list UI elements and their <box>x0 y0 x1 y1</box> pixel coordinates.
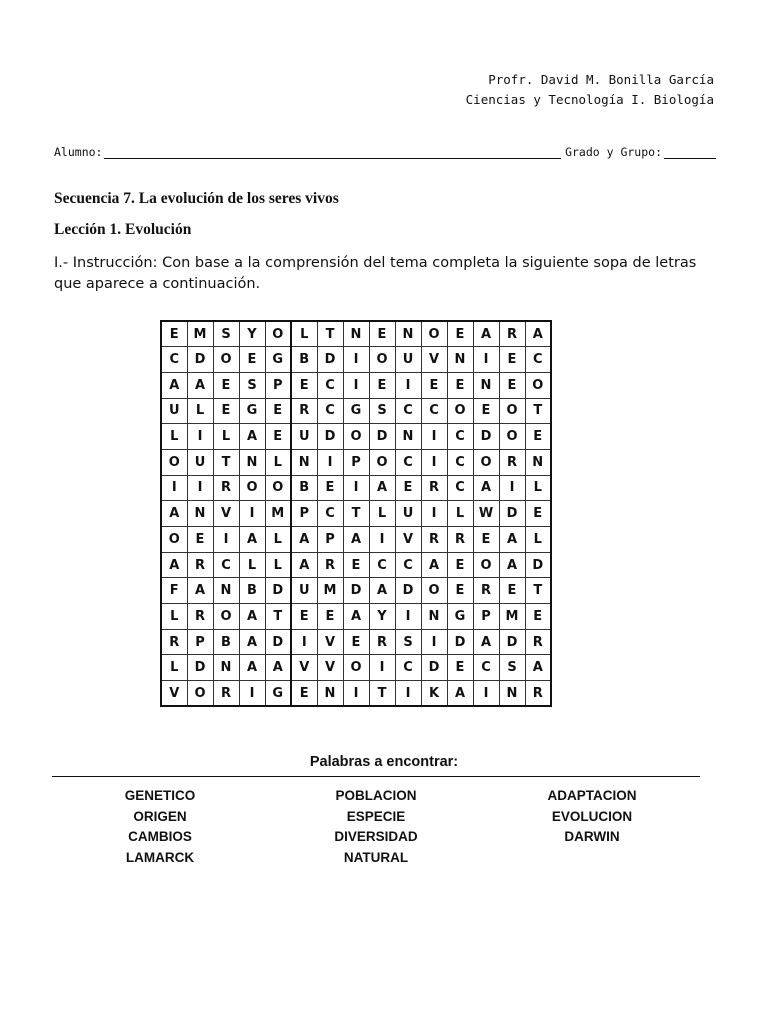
grid-cell[interactable]: E <box>317 604 343 630</box>
grid-cell[interactable]: L <box>265 527 291 553</box>
grid-cell[interactable]: L <box>161 655 187 681</box>
grid-cell[interactable]: A <box>499 527 525 553</box>
grid-cell[interactable]: A <box>369 475 395 501</box>
grid-cell[interactable]: R <box>291 398 317 424</box>
grid-cell[interactable]: O <box>421 321 447 347</box>
grid-cell[interactable]: D <box>187 655 213 681</box>
grid-cell[interactable]: D <box>265 629 291 655</box>
grid-cell[interactable]: N <box>395 424 421 450</box>
grid-cell[interactable]: I <box>473 681 499 707</box>
word-list-column-1 <box>90 786 230 868</box>
divider <box>52 776 700 777</box>
grid-row <box>161 578 551 604</box>
grid-cell[interactable]: G <box>343 398 369 424</box>
grid-cell[interactable]: R <box>525 629 551 655</box>
grid-cell[interactable]: O <box>473 449 499 475</box>
grid-cell[interactable]: P <box>265 372 291 398</box>
grid-cell[interactable]: V <box>161 681 187 707</box>
word-item: DARWIN <box>564 829 620 844</box>
word-item: ORIGEN <box>133 808 187 824</box>
grid-cell[interactable]: T <box>343 501 369 527</box>
grid-cell[interactable]: L <box>291 321 317 347</box>
grid-cell[interactable]: D <box>473 424 499 450</box>
word-search-grid <box>160 320 552 707</box>
grid-cell[interactable]: I <box>161 475 187 501</box>
student-info-row <box>54 145 716 159</box>
grid-cell[interactable]: N <box>187 501 213 527</box>
grid-cell[interactable]: E <box>265 398 291 424</box>
grid-cell[interactable]: E <box>369 372 395 398</box>
grid-row <box>161 398 551 424</box>
grid-cell[interactable]: T <box>525 578 551 604</box>
grid-row <box>161 321 551 347</box>
grid-cell[interactable]: R <box>499 449 525 475</box>
grid-cell[interactable]: C <box>525 347 551 373</box>
grid-cell[interactable]: A <box>239 527 265 553</box>
student-name-field[interactable] <box>104 146 561 159</box>
grid-cell[interactable]: A <box>343 604 369 630</box>
word-item: POBLACION <box>335 788 417 803</box>
grid-cell[interactable]: C <box>473 655 499 681</box>
grid-cell[interactable]: B <box>213 629 239 655</box>
grid-cell[interactable]: C <box>395 398 421 424</box>
grid-cell[interactable]: R <box>213 475 239 501</box>
grid-cell[interactable]: I <box>187 424 213 450</box>
grid-cell[interactable]: E <box>187 527 213 553</box>
grid-cell[interactable]: A <box>343 527 369 553</box>
grid-cell[interactable]: T <box>317 321 343 347</box>
teacher-name: Profr. David M. Bonilla García <box>488 72 714 87</box>
grid-cell[interactable]: L <box>265 449 291 475</box>
grid-cell[interactable]: V <box>317 655 343 681</box>
grid-row <box>161 475 551 501</box>
subject-name: Ciencias y Tecnología I. Biología <box>465 92 714 107</box>
grid-cell[interactable]: I <box>421 501 447 527</box>
grid-row <box>161 629 551 655</box>
grid-cell[interactable]: A <box>369 578 395 604</box>
grid-cell[interactable]: E <box>447 655 473 681</box>
word-list-column-3 <box>522 786 662 848</box>
grid-cell[interactable]: B <box>291 475 317 501</box>
grid-cell[interactable]: E <box>213 398 239 424</box>
grid-cell[interactable]: E <box>499 347 525 373</box>
grid-cell[interactable]: E <box>421 372 447 398</box>
grid-cell[interactable]: I <box>213 527 239 553</box>
grid-cell[interactable]: O <box>369 449 395 475</box>
grid-cell[interactable]: U <box>291 578 317 604</box>
instruction-text: I.- Instrucción: Con base a la comprensión del tema completa la siguiente sopa de letras que aparece a continuación. <box>54 255 697 292</box>
grid-cell[interactable]: V <box>395 527 421 553</box>
grid-cell[interactable]: I <box>395 681 421 707</box>
grid-cell[interactable]: A <box>265 655 291 681</box>
grid-cell[interactable]: A <box>525 321 551 347</box>
grid-cell[interactable]: D <box>317 424 343 450</box>
grid-cell[interactable]: E <box>473 527 499 553</box>
grid-cell[interactable]: P <box>473 604 499 630</box>
grid-cell[interactable]: P <box>317 527 343 553</box>
grid-cell[interactable]: D <box>265 578 291 604</box>
grid-cell[interactable]: M <box>499 604 525 630</box>
grid-row <box>161 604 551 630</box>
grid-cell[interactable]: T <box>369 681 395 707</box>
grid-cell[interactable]: R <box>447 527 473 553</box>
grid-cell[interactable]: A <box>473 475 499 501</box>
grid-cell[interactable]: E <box>239 347 265 373</box>
grid-cell[interactable]: R <box>187 552 213 578</box>
grid-cell[interactable]: E <box>291 372 317 398</box>
grid-cell[interactable]: C <box>369 552 395 578</box>
grid-cell[interactable]: E <box>473 398 499 424</box>
grid-cell[interactable]: S <box>239 372 265 398</box>
grid-cell[interactable]: I <box>369 527 395 553</box>
grid-cell[interactable]: E <box>525 604 551 630</box>
grid-cell[interactable]: C <box>447 424 473 450</box>
grid-cell[interactable]: A <box>291 527 317 553</box>
grid-cell[interactable]: C <box>317 501 343 527</box>
grid-row <box>161 424 551 450</box>
grid-cell[interactable]: L <box>369 501 395 527</box>
grid-cell[interactable]: O <box>499 398 525 424</box>
grid-cell[interactable]: M <box>317 578 343 604</box>
grid-cell[interactable]: A <box>525 655 551 681</box>
grid-cell[interactable]: R <box>317 552 343 578</box>
grid-cell[interactable]: A <box>161 372 187 398</box>
grid-cell[interactable]: A <box>421 552 447 578</box>
grid-cell[interactable]: F <box>161 578 187 604</box>
grid-cell[interactable]: O <box>239 475 265 501</box>
grid-cell[interactable]: L <box>161 424 187 450</box>
grid-cell[interactable]: D <box>395 578 421 604</box>
grid-cell[interactable]: N <box>343 321 369 347</box>
grid-cell[interactable]: E <box>291 681 317 707</box>
word-list-column-2 <box>306 786 446 868</box>
grid-cell[interactable]: A <box>239 424 265 450</box>
grid-cell[interactable]: M <box>187 321 213 347</box>
grid-cell[interactable]: D <box>187 347 213 373</box>
grid-cell[interactable]: E <box>499 372 525 398</box>
grid-cell[interactable]: L <box>161 604 187 630</box>
grid-cell[interactable]: G <box>239 398 265 424</box>
grid-cell[interactable]: C <box>395 449 421 475</box>
student-name-label: Alumno: <box>54 145 103 159</box>
grid-cell[interactable]: A <box>447 681 473 707</box>
grid-cell[interactable]: D <box>343 578 369 604</box>
grid-row <box>161 681 551 707</box>
grid-cell[interactable]: C <box>317 398 343 424</box>
grid-cell[interactable]: I <box>291 629 317 655</box>
grid-cell[interactable]: O <box>265 475 291 501</box>
grid-cell[interactable]: O <box>473 552 499 578</box>
grid-cell[interactable]: V <box>421 347 447 373</box>
grid-cell[interactable]: I <box>421 449 447 475</box>
grid-cell[interactable]: P <box>343 449 369 475</box>
grid-cell[interactable]: L <box>265 552 291 578</box>
grid-cell[interactable]: I <box>317 449 343 475</box>
grid-cell[interactable]: N <box>213 578 239 604</box>
grid-cell[interactable]: L <box>187 398 213 424</box>
grid-cell[interactable]: O <box>499 424 525 450</box>
grid-cell[interactable]: O <box>161 527 187 553</box>
grid-cell[interactable]: R <box>213 681 239 707</box>
grid-row <box>161 655 551 681</box>
grid-cell[interactable]: R <box>473 578 499 604</box>
grade-group-field[interactable] <box>664 146 716 159</box>
grid-cell[interactable]: A <box>239 629 265 655</box>
grid-row <box>161 527 551 553</box>
lesson-title: Lección 1. Evolución <box>54 221 192 238</box>
grid-cell[interactable]: O <box>343 655 369 681</box>
grid-cell[interactable]: U <box>395 501 421 527</box>
grid-row <box>161 449 551 475</box>
grid-cell[interactable]: B <box>239 578 265 604</box>
grid-cell[interactable]: A <box>473 629 499 655</box>
grid-cell[interactable]: O <box>421 578 447 604</box>
grid-cell[interactable]: A <box>161 501 187 527</box>
grid-cell[interactable]: N <box>291 449 317 475</box>
grid-cell[interactable]: V <box>291 655 317 681</box>
grid-cell[interactable]: R <box>499 321 525 347</box>
grid-row <box>161 347 551 373</box>
grid-cell[interactable]: C <box>395 655 421 681</box>
grid-cell[interactable]: N <box>395 321 421 347</box>
grid-cell[interactable]: N <box>447 347 473 373</box>
grid-cell[interactable]: E <box>525 501 551 527</box>
grid-cell[interactable]: I <box>395 372 421 398</box>
grid-cell[interactable]: O <box>447 398 473 424</box>
grid-cell[interactable]: G <box>447 604 473 630</box>
grid-cell[interactable]: D <box>499 629 525 655</box>
grid-cell[interactable]: O <box>187 681 213 707</box>
grid-cell[interactable]: I <box>421 424 447 450</box>
grid-cell[interactable]: R <box>369 629 395 655</box>
grid-cell[interactable]: A <box>187 372 213 398</box>
grid-cell[interactable]: E <box>343 629 369 655</box>
grid-cell[interactable]: U <box>291 424 317 450</box>
grid-cell[interactable]: E <box>525 424 551 450</box>
word-item: LAMARCK <box>125 849 195 865</box>
grid-cell[interactable]: V <box>213 501 239 527</box>
grid-cell[interactable]: K <box>421 681 447 707</box>
grid-cell[interactable]: E <box>161 321 187 347</box>
grid-cell[interactable]: N <box>473 372 499 398</box>
grid-cell[interactable]: L <box>239 552 265 578</box>
grid-cell[interactable]: E <box>447 552 473 578</box>
grid-cell[interactable]: E <box>369 321 395 347</box>
grid-cell[interactable]: A <box>161 552 187 578</box>
grid-cell[interactable]: I <box>187 475 213 501</box>
grid-cell[interactable]: D <box>317 347 343 373</box>
grid-cell[interactable]: E <box>291 604 317 630</box>
word-search-table <box>160 320 552 707</box>
word-item: CAMBIOS <box>128 829 192 844</box>
grid-cell[interactable]: L <box>213 424 239 450</box>
grid-cell[interactable]: E <box>265 424 291 450</box>
grid-cell[interactable]: I <box>343 475 369 501</box>
word-item: NATURAL <box>343 849 409 865</box>
grid-cell[interactable]: O <box>161 449 187 475</box>
grid-cell[interactable]: N <box>421 604 447 630</box>
grid-cell[interactable]: D <box>369 424 395 450</box>
grid-cell[interactable]: A <box>239 655 265 681</box>
grid-cell[interactable]: R <box>161 629 187 655</box>
grid-cell[interactable]: P <box>291 501 317 527</box>
grid-cell[interactable]: C <box>213 552 239 578</box>
grid-cell[interactable]: I <box>343 347 369 373</box>
grid-cell[interactable]: S <box>395 629 421 655</box>
grid-cell[interactable]: E <box>343 552 369 578</box>
grid-cell[interactable]: D <box>447 629 473 655</box>
grid-cell[interactable]: R <box>421 527 447 553</box>
grid-cell[interactable]: L <box>525 475 551 501</box>
grid-cell[interactable]: E <box>447 372 473 398</box>
grid-cell[interactable]: I <box>343 372 369 398</box>
grid-cell[interactable]: D <box>499 501 525 527</box>
word-item: EVOLUCION <box>551 808 633 824</box>
word-item: ADAPTACION <box>547 788 637 803</box>
grid-cell[interactable]: C <box>395 552 421 578</box>
grid-cell[interactable]: A <box>239 604 265 630</box>
grid-cell[interactable]: N <box>239 449 265 475</box>
grid-cell[interactable]: I <box>395 604 421 630</box>
grid-cell[interactable]: I <box>499 475 525 501</box>
grid-cell[interactable]: A <box>499 552 525 578</box>
grid-cell[interactable]: R <box>187 604 213 630</box>
grid-cell[interactable]: C <box>447 475 473 501</box>
grid-cell[interactable]: N <box>525 449 551 475</box>
grid-cell[interactable]: O <box>265 321 291 347</box>
grid-cell[interactable]: C <box>421 398 447 424</box>
word-item: ESPECIE <box>346 808 406 824</box>
grid-cell[interactable]: O <box>369 347 395 373</box>
grid-cell[interactable]: A <box>473 321 499 347</box>
grid-cell[interactable]: C <box>447 449 473 475</box>
grade-group-label: Grado y Grupo: <box>565 145 662 159</box>
grid-cell[interactable]: R <box>525 681 551 707</box>
grid-cell[interactable]: B <box>291 347 317 373</box>
grid-cell[interactable]: C <box>317 372 343 398</box>
grid-cell[interactable]: U <box>187 449 213 475</box>
grid-cell[interactable]: N <box>499 681 525 707</box>
grid-cell[interactable]: A <box>291 552 317 578</box>
grid-cell[interactable]: T <box>213 449 239 475</box>
grid-cell[interactable]: A <box>187 578 213 604</box>
sequence-title: Secuencia 7. La evolución de los seres vivos <box>54 190 339 207</box>
grid-cell[interactable]: I <box>343 681 369 707</box>
grid-cell[interactable]: I <box>473 347 499 373</box>
grid-cell[interactable]: L <box>447 501 473 527</box>
grid-cell[interactable]: Y <box>239 321 265 347</box>
word-item: DIVERSIDAD <box>334 829 418 844</box>
grid-cell[interactable]: R <box>421 475 447 501</box>
words-heading: Palabras a encontrar: <box>309 754 459 770</box>
grid-cell[interactable]: S <box>369 398 395 424</box>
grid-cell[interactable]: M <box>265 501 291 527</box>
grid-cell[interactable]: O <box>213 347 239 373</box>
grid-cell[interactable]: V <box>317 629 343 655</box>
grid-cell[interactable]: I <box>369 655 395 681</box>
grid-cell[interactable]: E <box>317 475 343 501</box>
grid-cell[interactable]: C <box>161 347 187 373</box>
grid-cell[interactable]: T <box>525 398 551 424</box>
grid-cell[interactable]: U <box>161 398 187 424</box>
grid-cell[interactable]: O <box>213 604 239 630</box>
grid-cell[interactable]: E <box>447 321 473 347</box>
grid-cell[interactable]: S <box>213 321 239 347</box>
page-header <box>466 70 714 110</box>
grid-cell[interactable]: D <box>525 552 551 578</box>
grid-cell[interactable]: I <box>239 681 265 707</box>
grid-cell[interactable]: T <box>265 604 291 630</box>
grid-cell[interactable]: E <box>395 475 421 501</box>
grid-cell[interactable]: W <box>473 501 499 527</box>
grid-cell[interactable]: U <box>395 347 421 373</box>
grid-cell[interactable]: P <box>187 629 213 655</box>
grid-cell[interactable]: N <box>317 681 343 707</box>
grid-cell[interactable]: O <box>525 372 551 398</box>
grid-cell[interactable]: I <box>421 629 447 655</box>
grid-cell[interactable]: E <box>447 578 473 604</box>
grid-cell[interactable]: S <box>499 655 525 681</box>
grid-cell[interactable]: E <box>499 578 525 604</box>
grid-row <box>161 552 551 578</box>
grid-cell[interactable]: G <box>265 347 291 373</box>
grid-cell[interactable]: N <box>213 655 239 681</box>
word-item: GENETICO <box>124 788 196 803</box>
grid-row <box>161 501 551 527</box>
grid-cell[interactable]: D <box>421 655 447 681</box>
grid-row <box>161 372 551 398</box>
grid-cell[interactable]: I <box>239 501 265 527</box>
grid-cell[interactable]: L <box>525 527 551 553</box>
grid-cell[interactable]: O <box>343 424 369 450</box>
grid-cell[interactable]: E <box>213 372 239 398</box>
grid-cell[interactable]: Y <box>369 604 395 630</box>
grid-cell[interactable]: G <box>265 681 291 707</box>
